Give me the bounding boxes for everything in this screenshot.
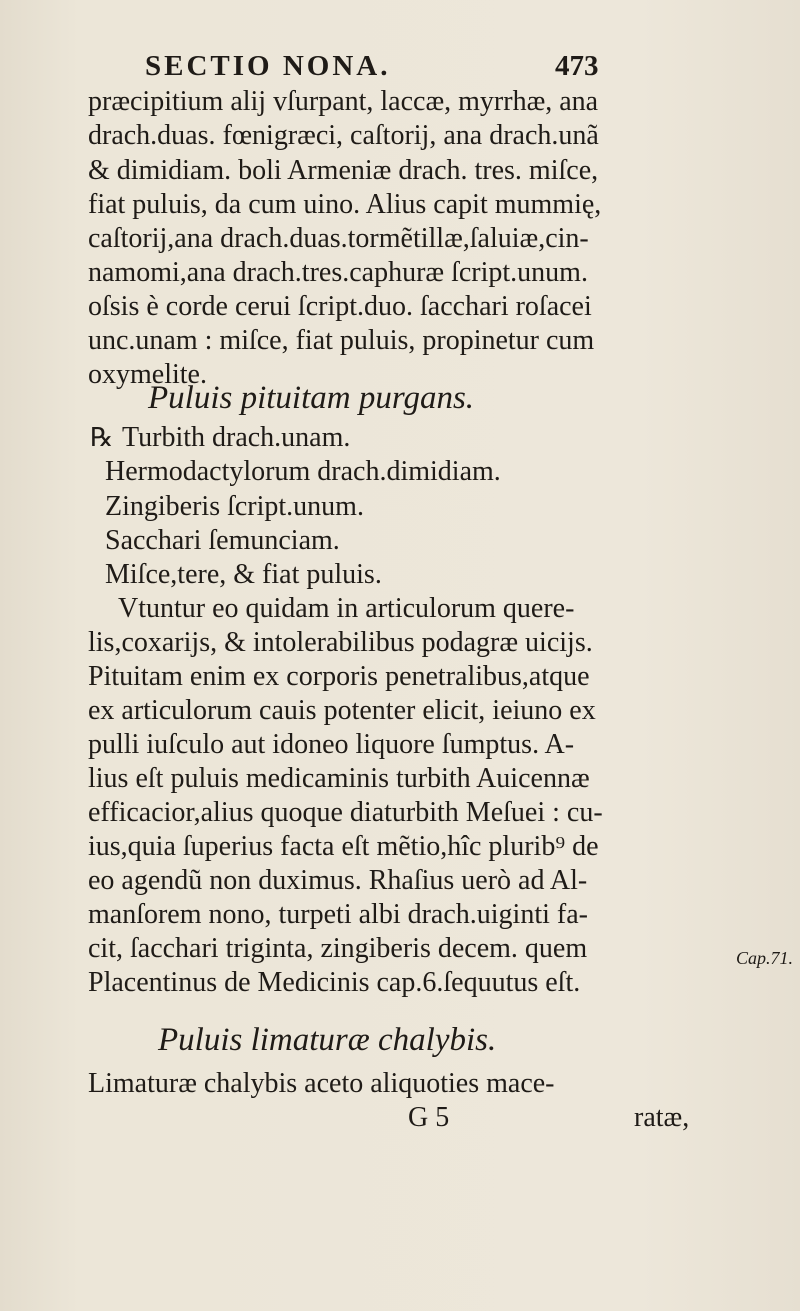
text-line: oxymelite. bbox=[88, 359, 207, 390]
text-line: pulli iuſculo aut idoneo liquore ſumptus. A- bbox=[88, 729, 575, 760]
text-line: Limaturæ chalybis aceto aliquoties mace- bbox=[88, 1068, 555, 1099]
recipe-line: Zingiberis ſcript.unum. bbox=[105, 491, 364, 522]
text-line: unc.unam : miſce, fiat puluis, propinetur cum bbox=[88, 325, 595, 356]
text-line: efficacior,alius quoque diaturbith Meſuei : cu- bbox=[88, 797, 603, 828]
text-line: drach.duas. fœnigræci, caſtorij, ana drach.unã bbox=[88, 120, 599, 151]
section-heading: Puluis pituitam purgans. bbox=[148, 380, 475, 416]
text-line: oſsis è corde cerui ſcript.duo. ſacchari roſacei bbox=[88, 291, 592, 322]
recipe-line: Miſce,tere, & fiat puluis. bbox=[105, 559, 382, 590]
text-line: caſtorij,ana drach.duas.tormẽtillæ,ſaluiæ,cin- bbox=[88, 223, 589, 254]
text-line: Pituitam enim ex corporis penetralibus,atque bbox=[88, 661, 590, 692]
text-line: lis,coxarijs, & intolerabilibus podagræ uicijs. bbox=[88, 627, 593, 658]
text-line: cit, ſacchari triginta, zingiberis decem. quem bbox=[88, 933, 588, 964]
recipe-line: Sacchari ſemunciam. bbox=[105, 525, 340, 556]
text-line: eo agendũ non duximus. Rhaſius uerò ad Al- bbox=[88, 865, 588, 896]
recipe-symbol: ℞ bbox=[90, 423, 114, 452]
text-line: Vtuntur eo quidam in articulorum quere- bbox=[118, 593, 575, 624]
marginal-note: Cap.71. bbox=[736, 948, 794, 968]
text-line: Placentinus de Medicinis cap.6.ſequutus eſt. bbox=[88, 967, 581, 998]
page-number: 473 bbox=[555, 50, 599, 82]
text-line: namomi,ana drach.tres.caphuræ ſcript.unum. bbox=[88, 257, 588, 288]
text-line: fiat puluis, da cum uino. Alius capit mummię, bbox=[88, 189, 602, 220]
running-head: SECTIO NONA. bbox=[145, 50, 391, 82]
text-line: & dimidiam. boli Armeniæ drach. tres. miſce, bbox=[88, 155, 599, 186]
section-heading: Puluis limaturæ chalybis. bbox=[158, 1022, 497, 1058]
text-line: lius eſt puluis medicaminis turbith Auicennæ bbox=[88, 763, 590, 794]
text-line: præcipitium alij vſurpant, laccæ, myrrhæ, ana bbox=[88, 86, 599, 117]
text-line: ex articulorum cauis potenter elicit, ieiuno ex bbox=[88, 695, 596, 726]
text-line: manſorem nono, turpeti albi drach.uiginti fa- bbox=[88, 899, 588, 930]
page-header bbox=[145, 50, 605, 90]
signature-mark: G 5 bbox=[408, 1102, 450, 1133]
recipe-line: Hermodactylorum drach.dimidiam. bbox=[105, 456, 501, 487]
catchword: ratæ, bbox=[634, 1102, 690, 1133]
recipe-line: Turbith drach.unam. bbox=[122, 422, 351, 453]
text-line: ius,quia ſuperius facta eſt mẽtio,hîc plurib⁹ de bbox=[88, 831, 599, 862]
